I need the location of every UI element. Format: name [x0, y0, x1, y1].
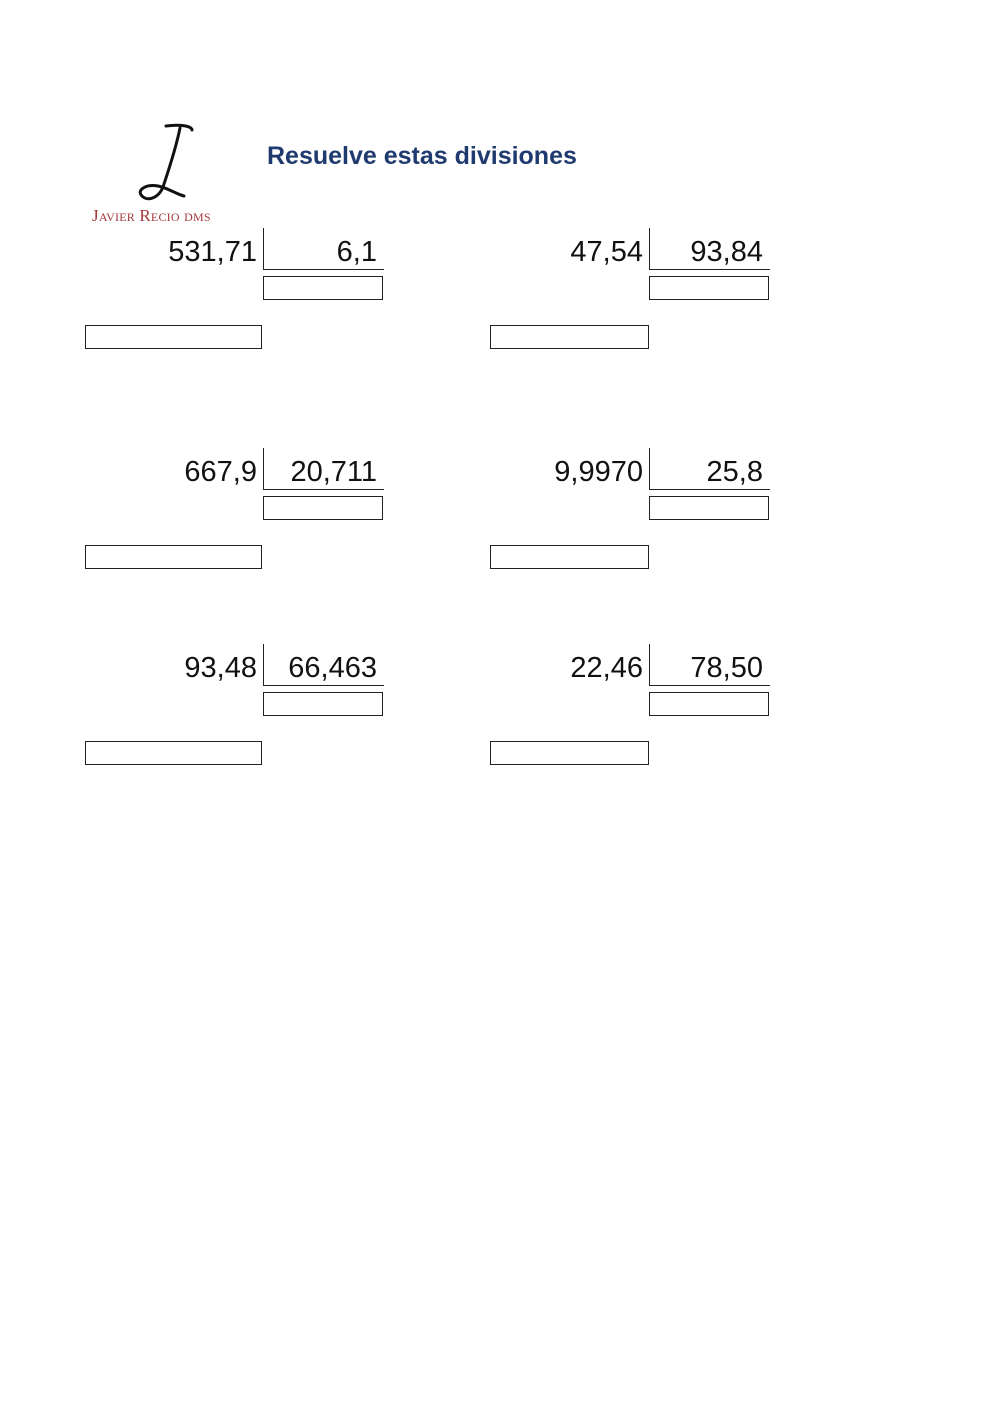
division-problem: [87, 228, 387, 358]
dividend: 667,9: [184, 456, 257, 488]
remainder-input[interactable]: [85, 325, 262, 349]
divisor: 25,8: [706, 456, 763, 488]
quotient-input[interactable]: [649, 692, 769, 716]
quotient-input[interactable]: [263, 496, 383, 520]
division-problem: [473, 228, 773, 358]
remainder-input[interactable]: [490, 325, 649, 349]
divisor: 20,711: [290, 456, 377, 488]
divisor: 78,50: [690, 652, 763, 684]
page-title: Resuelve estas divisiones: [267, 142, 577, 170]
dividend: 93,48: [184, 652, 257, 684]
divisor: 6,1: [336, 236, 377, 268]
quotient-input[interactable]: [649, 496, 769, 520]
dividend: 531,71: [168, 236, 257, 268]
dividend: 47,54: [570, 236, 643, 268]
j-monogram-icon: [128, 122, 218, 204]
dividend: 22,46: [570, 652, 643, 684]
division-problem: [473, 448, 773, 578]
remainder-input[interactable]: [85, 741, 262, 765]
brand-name: Javier Recio dms: [92, 206, 211, 225]
quotient-input[interactable]: [649, 276, 769, 300]
dividend: 9,9970: [554, 456, 643, 488]
quotient-input[interactable]: [263, 692, 383, 716]
remainder-input[interactable]: [85, 545, 262, 569]
division-problem: [87, 448, 387, 578]
brand-logo: [88, 122, 248, 230]
division-problem: [87, 644, 387, 774]
remainder-input[interactable]: [490, 545, 649, 569]
quotient-input[interactable]: [263, 276, 383, 300]
division-problem: [473, 644, 773, 774]
divisor: 66,463: [288, 652, 377, 684]
divisor: 93,84: [690, 236, 763, 268]
remainder-input[interactable]: [490, 741, 649, 765]
